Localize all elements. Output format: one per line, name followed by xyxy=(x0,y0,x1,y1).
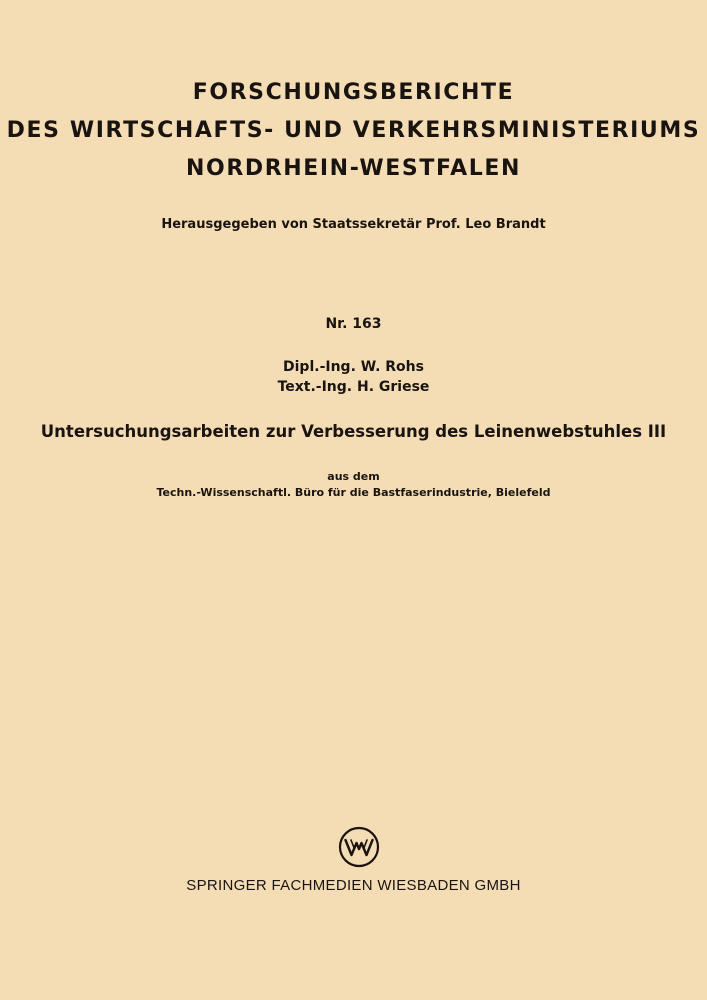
series-title-line-3: NORDRHEIN-WESTFALEN xyxy=(186,156,521,181)
report-number: Nr. 163 xyxy=(325,316,382,332)
springer-w-logo-icon xyxy=(338,826,380,868)
series-title-line-2: DES WIRTSCHAFTS- UND VERKEHRSMINISTERIUMS xyxy=(6,118,701,143)
series-title-line-1: FORSCHUNGSBERICHTE xyxy=(192,80,515,105)
origin-line-2: Techn.-Wissenschaftl. Büro für die Bastfaserindustrie, Bielefeld xyxy=(156,486,551,499)
publisher-name: SPRINGER FACHMEDIEN WIESBADEN GMBH xyxy=(186,877,521,894)
author-1: Dipl.-Ing. W. Rohs xyxy=(283,359,424,375)
report-title: Untersuchungsarbeiten zur Verbesserung des Leinenwebstuhles III xyxy=(40,422,667,441)
author-2: Text.-Ing. H. Griese xyxy=(277,379,430,395)
editor-credit: Herausgegeben von Staatssekretär Prof. Leo Brandt xyxy=(161,217,546,232)
origin-line-1: aus dem xyxy=(327,470,380,483)
